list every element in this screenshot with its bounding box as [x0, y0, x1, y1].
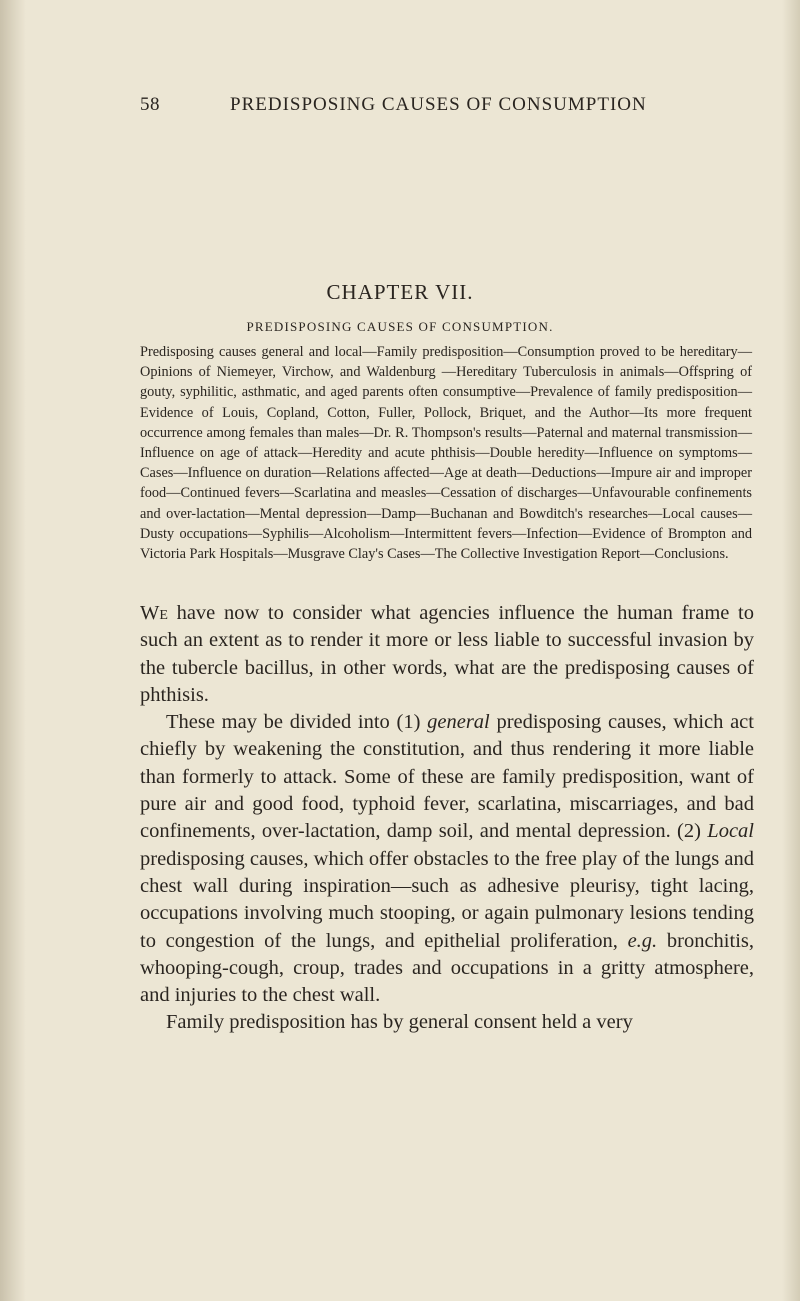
paragraph-2-part-d: bronchitis, whooping-cough, croup, trades and occupations in a gritty atmosphere, and injuries to the chest wall. [140, 929, 754, 1007]
emphasis-general: general [427, 711, 490, 734]
page-number: 58 [140, 94, 160, 115]
paragraph-2-part-a: These may be divided into (1) [166, 711, 428, 734]
emphasis-eg: e.g. [627, 929, 658, 952]
paragraph-2-part-c: predisposing causes, which offer obstacles to the free play of the lungs and chest wall during inspiration—such as adhesive pleurisy, tight lacing, occupations involving much stooping, or again pulmonary lesions tending to congestion of the lungs, and epithelial proliferation, [140, 847, 754, 952]
paragraph-1-text: have now to consider what agencies influence the human frame to such an extent as to render it more or less liable to successful invasion by the tubercle bacillus, in other words, what are the predisposing causes of phthisis. [140, 602, 754, 706]
paragraph-2-part-b: predisposing causes, which act chiefly by weakening the constitution, and thus rendering it more liable than formerly to attack. Some of these are family predisposition, want of pure air and good food, typhoid fever, scarlatina, miscarriages, and bad confinements, over-lactation, damp soil, and mental depression. (2) [140, 711, 754, 843]
paragraph-1 [140, 600, 754, 709]
running-header [140, 94, 760, 120]
paragraph-2 [140, 709, 754, 1009]
chapter-synopsis: Predisposing causes general and local—Family predisposition—Consumption proved to be hereditary—Opinions of Niemeyer, Virchow, and Waldenburg —Hereditary Tuberculosis in animals—Offspring of gouty, syphilitic, asthmatic, and aged parents often consumptive—Prevalence of family predisposition—Evidence of Louis, Copland, Cotton, Fuller, Pollock, Briquet, and the Author—Its more frequent occurrence among females than males—Dr. R. Thompson's results—Paternal and maternal transmission—Influence on age of attack—Heredity and acute phthisis—Double heredity—Influence on symptoms—Cases—Influence on duration—Relations affected—Age at death—Deductions—Impure air and improper food—Continued fevers—Scarlatina and measles—Cessation of discharges—Unfavourable confinements and over-lactation—Mental depression—Damp—Buchanan and Bowditch's researches—Local causes—Dusty occupations—Syphilis—Alcoholism—Intermittent fevers—Infection—Evidence of Brompton and Victoria Park Hospitals—Musgrave Clay's Cases—The Collective Investigation Report—Conclusions. [140, 344, 752, 563]
page-edge-shadow [782, 0, 800, 1301]
running-title: PREDISPOSING CAUSES OF CONSUMPTION [230, 94, 647, 115]
emphasis-local: Local [707, 820, 754, 843]
paragraph-3: Family predisposition has by general consent held a very [166, 1011, 633, 1034]
chapter-subtitle: PREDISPOSING CAUSES OF CONSUMPTION. [246, 319, 554, 334]
chapter-heading: CHAPTER VII. [326, 280, 474, 304]
body-text [140, 600, 754, 1037]
page-gutter-shadow [0, 0, 26, 1301]
lead-word: We [140, 602, 168, 624]
